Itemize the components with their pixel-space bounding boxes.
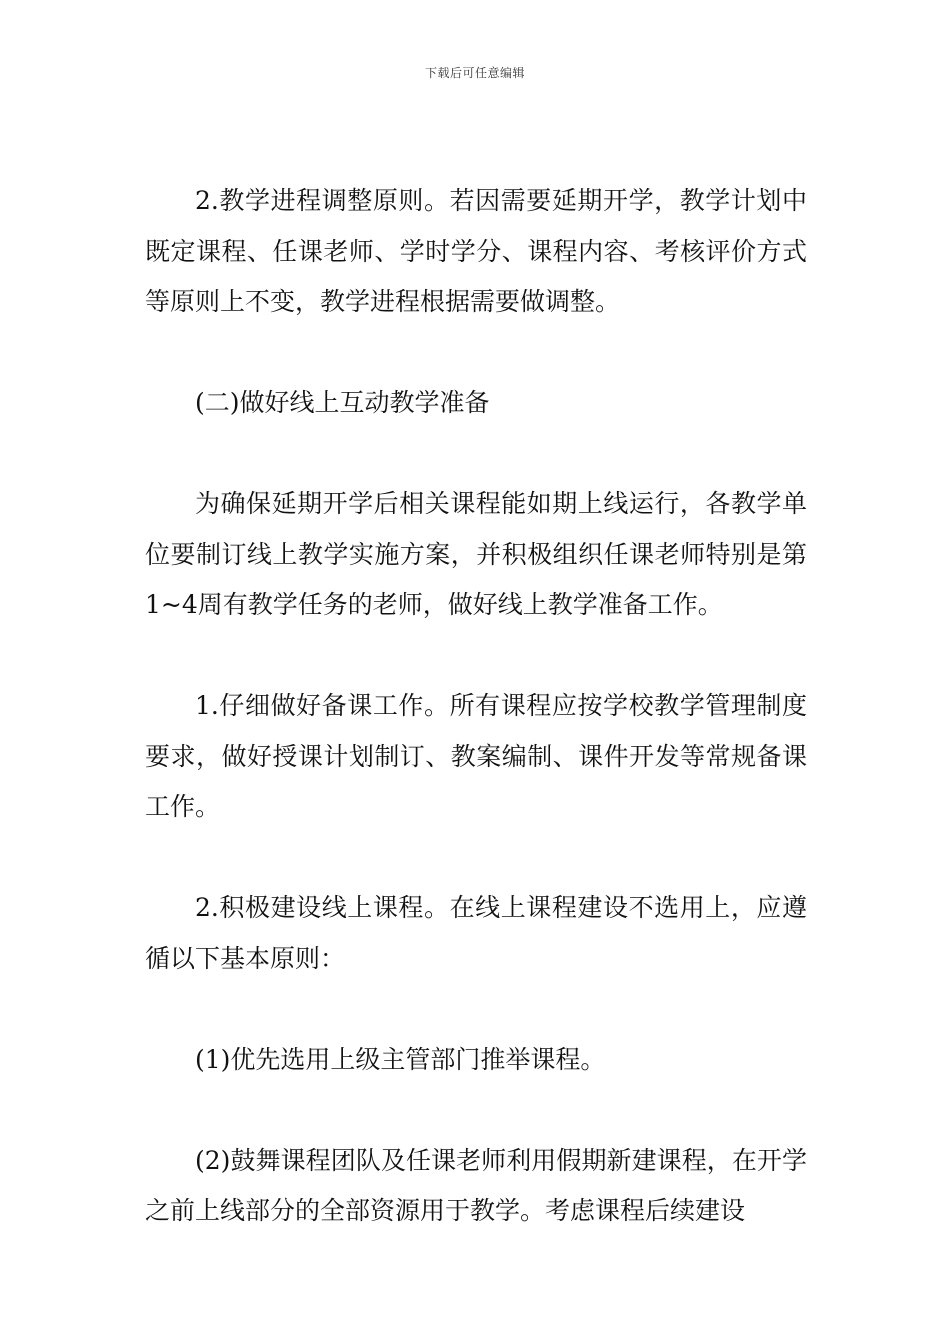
paragraph-spacer [145, 1085, 807, 1136]
list-item-recommended-courses: (1)优先选用上级主管部门推举课程。 [195, 1044, 606, 1074]
paragraph-spacer [145, 429, 807, 480]
paragraph-spacer [145, 631, 807, 682]
paragraph-online-teaching-plan: 为确保延期开学后相关课程能如期上线运行，各教学单位要制订线上教学实施方案，并积极组织任课老师特别是第1~4周有教学任务的老师，做好线上教学准备工作。 [145, 489, 807, 619]
paragraph-teaching-progress-principle: 2.教学进程调整原则。若因需要延期开学，教学计划中既定课程、任课老师、学时学分、课程内容、考核评价方式等原则上不变，教学进程根据需要做调整。 [145, 186, 807, 316]
page-header: 下载后可任意编辑 [424, 66, 525, 80]
list-item-new-courses: (2)鼓舞课程团队及任课老师利用假期新建课程，在开学之前上线部分的全部资源用于教学。考虑课程后续建设 [145, 1145, 807, 1225]
section-heading-online-teaching-prep: (二)做好线上互动教学准备 [195, 388, 490, 417]
paragraph-lesson-preparation: 1.仔细做好备课工作。所有课程应按学校教学管理制度要求，做好授课计划制订、教案编制、课件开发等常规备课工作。 [145, 691, 807, 821]
paragraph-build-online-courses: 2.积极建设线上课程。在线上课程建设不选用上，应遵循以下基本原则： [145, 893, 807, 973]
paragraph-spacer [145, 833, 807, 884]
paragraph-spacer [145, 328, 807, 379]
document-body [145, 176, 807, 1237]
paragraph-spacer [145, 984, 807, 1035]
